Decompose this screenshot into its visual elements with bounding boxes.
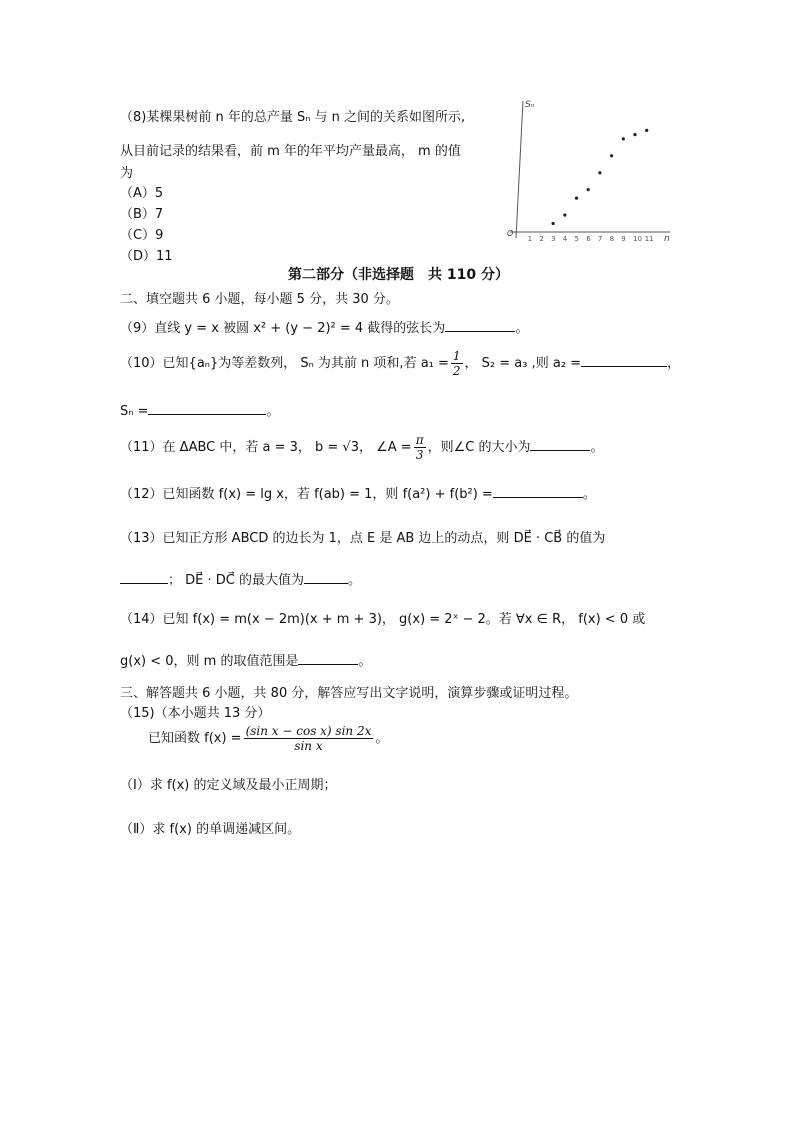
q15-header: （15)（本小题共 13 分） [120,706,271,721]
q13-answer-blank-1 [120,569,168,584]
data-point [575,197,578,200]
q13-line1: （13）已知正方形 ABCD 的边长为 1，点 E 是 AB 边上的动点，则 DE⃗ · CB⃗ 的值为 [120,531,606,546]
q9-end: 。 [515,321,529,336]
q15-frac-den: sin x [294,739,323,753]
data-point [610,154,613,157]
q8-option-b: （B）7 [120,207,164,222]
q14-answer-blank [298,650,358,665]
q8-option-c: （C）9 [120,228,164,243]
q8-line2: 从目前记录的结果看，前 m 年的年平均产量最高， m 的值 [120,144,461,159]
q13-line2 [120,569,361,588]
q11-frac-num: π [415,433,424,447]
q12-text: （12）已知函数 f(x) = lg x，若 f(ab) = 1，则 f(a²) + f(b²) = [120,487,493,502]
data-point [587,188,590,191]
q10-fraction [451,349,463,378]
q12 [120,483,596,502]
q15-frac-num: (sin x − cos x) sin 2x [245,724,372,738]
q11-text-a: （11）在 ΔABC 中，若 a = 3， b = √3， ∠A = [120,440,412,455]
q9-answer-blank [445,317,515,332]
x-tick-label: 4 [562,235,568,243]
q9-text: （9）直线 y = x 被圆 x² + (y − 2)² = 4 截得的弦长为 [120,321,446,336]
q14-line1: （14）已知 f(x) = m(x − 2m)(x + m + 3)， g(x) = 2ˣ − 2。若 ∀x ∈ R， f(x) < 0 或 [120,612,646,627]
q11 [120,433,603,462]
chart-axes [510,101,670,238]
x-tick-label: 9 [621,235,626,243]
q10-text-c-end: 。 [266,404,280,419]
q11-frac-den: 3 [415,448,424,462]
q15-part1: （Ⅰ）求 f(x) 的定义域及最小正周期； [120,778,337,793]
q14-line2 [120,650,371,669]
y-axis-label: Sₙ [525,100,535,110]
q10-line1 [120,349,680,378]
x-tick-label: 11 [644,235,654,243]
data-point [633,133,636,136]
q14-text: g(x) < 0，则 m 的取值范围是 [120,654,299,669]
data-point [622,137,625,140]
q8-option-d: （D）11 [120,249,173,264]
q13-end: 。 [347,573,361,588]
x-tick-label: 8 [609,235,615,243]
q10-line2 [120,400,279,419]
part2-heading: 第二部分（非选择题 共 110 分） [288,267,509,283]
q15-given-end: 。 [375,731,389,746]
x-tick-label: 5 [574,235,579,243]
q10-answer-blank-1 [581,352,667,367]
q11-text-b: ，则∠C 的大小为 [427,440,531,455]
q11-fraction [414,433,426,462]
origin-label: O [507,229,514,238]
q10-text-c: Sₙ = [120,404,149,419]
data-point [598,171,601,174]
q11-answer-blank [530,436,590,451]
x-tick-label: 2 [539,235,544,243]
q8-line1: （8)某棵果树前 n 年的总产量 Sₙ 与 n 之间的关系如图所示, [120,110,466,125]
q14-end: 。 [358,654,372,669]
q10-frac-den: 2 [452,364,461,378]
x-axis-label: n [664,234,670,244]
q8-line3: 为 [120,166,134,181]
x-tick-label: 1 [527,235,533,243]
q13-text-mid: ； DE⃗ · DC⃗ 的最大值为 [168,573,304,588]
part3-section: 三、解答题共 6 小题，共 80 分，解答应写出文字说明，演算步骤或证明过程。 [120,686,578,701]
q12-end: 。 [582,487,596,502]
q8-option-a: （A）5 [120,186,164,201]
data-point [563,213,566,216]
x-tick-label: 10 [633,235,642,243]
q10-text-b: ， S₂ = a₃ ,则 a₂ = [464,356,582,371]
q15-part2: （Ⅱ）求 f(x) 的单调递减区间。 [120,822,301,837]
data-points [552,129,649,225]
q15-fraction [244,724,374,753]
data-point [645,129,648,132]
q12-answer-blank [493,483,583,498]
part2-section: 二、填空题共 6 小题，每小题 5 分，共 30 分。 [120,292,399,307]
q13-answer-blank-2 [304,569,348,584]
q11-end: 。 [590,440,604,455]
data-point [552,222,555,225]
q9 [120,317,528,336]
q15-given-text: 已知函数 f(x) = [148,731,242,746]
q10-answer-blank-2 [148,400,266,415]
q10-text-a: （10）已知{aₙ}为等差数列， Sₙ 为其前 n 项和,若 a₁ = [120,356,449,371]
q10-frac-num: 1 [452,349,461,363]
q15-given [148,724,388,753]
yield-scatter-chart [498,95,678,245]
y-axis [516,101,523,238]
x-tick-label: 6 [586,235,591,243]
q10-text-b-end: ， [667,356,681,371]
x-tick-labels [528,235,654,243]
x-tick-label: 7 [597,235,603,243]
x-tick-label: 3 [551,235,556,243]
